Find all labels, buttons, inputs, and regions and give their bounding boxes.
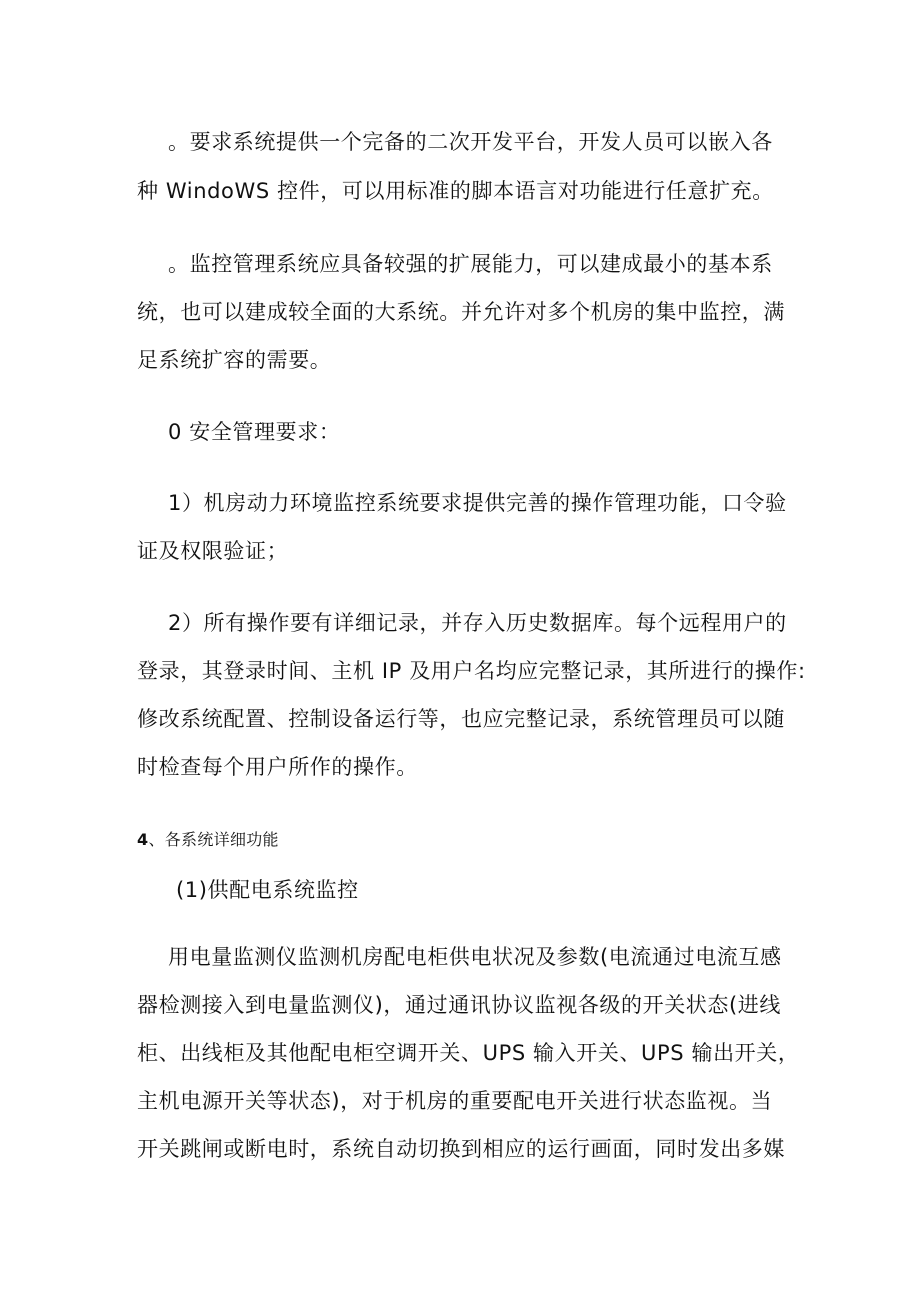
paragraph-line: 足系统扩容的需要。 — [137, 348, 332, 372]
paragraph-line: 1）机房动力环境监控系统要求提供完善的操作管理功能，口令验 — [168, 491, 787, 515]
paragraph-line: 柜、出线柜及其他配电柜空调开关、UPS 输入开关、UPS 输出开关， — [137, 1041, 800, 1065]
paragraph-line: 时检查每个用户所作的操作。 — [137, 755, 418, 779]
paragraph-line: 种 WindoWS 控件，可以用标准的脚本语言对功能进行任意扩充。 — [137, 179, 774, 203]
section-title: 、各系统详细功能 — [148, 830, 279, 849]
paragraph-line: 开关跳闸或断电时，系统自动切换到相应的运行画面，同时发出多媒 — [137, 1137, 785, 1161]
paragraph-line: 修改系统配置、控制设备运行等，也应完整记录，系统管理员可以随 — [137, 707, 785, 731]
paragraph-line: 统，也可以建成较全面的大系统。并允许对多个机房的集中监控，满 — [137, 300, 785, 324]
paragraph-line: 2）所有操作要有详细记录，并存入历史数据库。每个远程用户的 — [168, 611, 787, 635]
subsection-heading: (1)供配电系统监控 — [176, 878, 359, 902]
paragraph-line: 。要求系统提供一个完备的二次开发平台，开发人员可以嵌入各 — [168, 130, 773, 154]
paragraph-line: 主机电源开关等状态)，对于机房的重要配电开关进行状态监视。当 — [137, 1089, 773, 1113]
paragraph-line: 用电量监测仪监测机房配电柜供电状况及参数(电流通过电流互感 — [168, 945, 782, 969]
section-number: 4 — [137, 830, 149, 849]
paragraph-line: 证及权限验证； — [137, 539, 289, 563]
paragraph-line: 。监控管理系统应具备较强的扩展能力，可以建成最小的基本系 — [168, 252, 773, 276]
paragraph-line: 器检测接入到电量监测仪)，通过通讯协议监视各级的开关状态(进线 — [137, 993, 781, 1017]
section-heading — [137, 829, 920, 851]
paragraph-line: 登录，其登录时间、主机 IP 及用户名均应完整记录，其所进行的操作: — [137, 659, 806, 683]
paragraph-line: 0 安全管理要求： — [168, 420, 341, 444]
